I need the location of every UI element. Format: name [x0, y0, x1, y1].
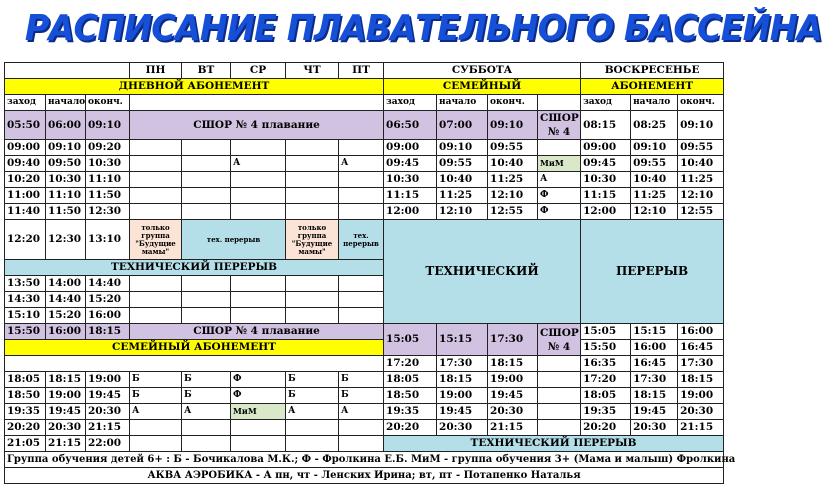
weekday-tech-break: ТЕХНИЧЕСКИЙ ПЕРЕРЫВ: [5, 260, 384, 276]
time-cell: 15:20: [86, 292, 130, 308]
time-cell: 10:30: [46, 172, 86, 188]
time-cell: 12:10: [678, 188, 724, 204]
time-cell: 10:20: [5, 172, 46, 188]
time-cell: 13:10: [86, 220, 130, 260]
time-cell: 15:15: [437, 324, 488, 356]
time-cell: 18:50: [384, 388, 437, 404]
time-cell: 11:25: [488, 172, 538, 188]
time-cell: 18:50: [5, 388, 46, 404]
time-cell: 18:05: [384, 372, 437, 388]
time-cell: 09:55: [678, 140, 724, 156]
time-cell: 06:00: [46, 111, 86, 140]
sunday-section-header: АБОНЕМЕНТ: [581, 79, 724, 95]
time-cell: 20:20: [384, 420, 437, 436]
col-header: заход: [384, 95, 437, 111]
table-row: [5, 340, 724, 356]
schedule-table: [4, 62, 736, 484]
group-mark: А: [339, 156, 384, 172]
sshor-block: СШОР № 4: [538, 111, 581, 140]
time-cell: 12:30: [86, 204, 130, 220]
time-cell: 21:15: [488, 420, 538, 436]
time-cell: 09:10: [631, 140, 678, 156]
group-mark: А: [286, 404, 339, 420]
time-cell: 09:10: [437, 140, 488, 156]
time-cell: 09:55: [631, 156, 678, 172]
group-mark: Б: [182, 372, 231, 388]
day-header: ПН: [130, 63, 182, 79]
group-mark: Б: [286, 388, 339, 404]
col-header: оконч.: [678, 95, 724, 111]
time-cell: 21:15: [86, 420, 130, 436]
group-mark: МиМ: [538, 156, 581, 172]
group-mark: А: [538, 172, 581, 188]
time-cell: 16:35: [581, 356, 631, 372]
time-cell: 12:10: [488, 188, 538, 204]
time-cell: 19:00: [488, 372, 538, 388]
time-cell: 09:10: [86, 111, 130, 140]
time-cell: 11:10: [86, 172, 130, 188]
time-cell: 18:15: [631, 388, 678, 404]
footer-aqua-aerobics: АКВА АЭРОБИКА - А пн, чт - Ленских Ирина; вт, пт - Потапенко Наталья: [5, 468, 724, 484]
time-cell: 09:45: [581, 156, 631, 172]
time-cell: 07:00: [437, 111, 488, 140]
time-cell: 08:15: [581, 111, 631, 140]
table-row: [5, 95, 724, 111]
time-cell: 10:40: [678, 156, 724, 172]
table-row: [5, 388, 724, 404]
time-cell: 16:00: [678, 324, 724, 340]
time-cell: 19:00: [86, 372, 130, 388]
time-cell: 11:25: [631, 188, 678, 204]
table-row: [5, 324, 724, 340]
col-header: оконч.: [86, 95, 130, 111]
time-cell: 15:50: [581, 340, 631, 356]
col-header: заход: [5, 95, 46, 111]
time-cell: 05:50: [5, 111, 46, 140]
time-cell: 20:30: [488, 404, 538, 420]
time-cell: 15:15: [631, 324, 678, 340]
time-cell: 18:15: [86, 324, 130, 340]
time-cell: 14:40: [86, 276, 130, 292]
time-cell: 11:10: [46, 188, 86, 204]
footer-groups: Группа обучения детей 6+ : Б - Бочикалова М.К.; Ф - Фролкина Е.Б. МиМ - группа обучения 3+ (Мама и малыш) Фролкина: [5, 452, 724, 468]
time-cell: 19:00: [678, 388, 724, 404]
time-cell: 12:00: [581, 204, 631, 220]
time-cell: 13:50: [5, 276, 46, 292]
group-mark: Б: [130, 372, 182, 388]
time-cell: 09:55: [488, 140, 538, 156]
time-cell: 12:10: [437, 204, 488, 220]
tech-break-small: тех. перерыв: [339, 220, 384, 260]
table-row: [5, 468, 724, 484]
time-cell: 12:30: [46, 220, 86, 260]
time-cell: 19:35: [581, 404, 631, 420]
family-section-header: СЕМЕЙНЫЙ АБОНЕМЕНТ: [5, 340, 384, 356]
time-cell: 19:35: [384, 404, 437, 420]
time-cell: 15:05: [384, 324, 437, 356]
time-cell: 10:40: [488, 156, 538, 172]
group-mark: Ф: [538, 188, 581, 204]
expectant-mothers-group: только группа "Будущие мамы": [286, 220, 339, 260]
weekday-section-header: ДНЕВНОЙ АБОНЕМЕНТ: [5, 79, 384, 95]
sshor-block: СШОР № 4: [538, 324, 581, 356]
time-cell: 20:30: [631, 420, 678, 436]
time-cell: 20:30: [86, 404, 130, 420]
group-mark: А: [182, 404, 231, 420]
table-row: [5, 220, 724, 260]
table-row: [5, 111, 724, 140]
time-cell: 14:30: [5, 292, 46, 308]
group-mark: Ф: [538, 204, 581, 220]
time-cell: 09:50: [46, 156, 86, 172]
group-mark: Б: [286, 372, 339, 388]
time-cell: 19:45: [631, 404, 678, 420]
group-mark: Б: [339, 372, 384, 388]
time-cell: 09:10: [678, 111, 724, 140]
group-mark: Ф: [231, 372, 286, 388]
time-cell: 18:15: [678, 372, 724, 388]
col-header: начало: [46, 95, 86, 111]
group-mark: А: [231, 156, 286, 172]
group-mark: А: [339, 404, 384, 420]
table-row: [5, 79, 724, 95]
time-cell: 11:50: [86, 188, 130, 204]
day-header: ПТ: [339, 63, 384, 79]
time-cell: 10:30: [384, 172, 437, 188]
time-cell: 11:25: [678, 172, 724, 188]
time-cell: 20:30: [437, 420, 488, 436]
sunday-technical-break: ПЕРЕРЫВ: [581, 220, 724, 324]
time-cell: 16:45: [631, 356, 678, 372]
time-cell: 19:45: [86, 388, 130, 404]
time-cell: 09:10: [488, 111, 538, 140]
time-cell: 10:40: [631, 172, 678, 188]
weekend-tech-break: ТЕХНИЧЕСКИЙ ПЕРЕРЫВ: [384, 436, 724, 452]
time-cell: 15:05: [581, 324, 631, 340]
table-row: [5, 156, 724, 172]
time-cell: 21:15: [678, 420, 724, 436]
sshor-block: СШОР № 4 плавание: [130, 324, 384, 340]
table-row: [5, 404, 724, 420]
time-cell: 09:00: [384, 140, 437, 156]
table-row: [5, 356, 724, 372]
time-cell: 18:05: [581, 388, 631, 404]
col-header: заход: [581, 95, 631, 111]
time-cell: 09:00: [581, 140, 631, 156]
time-cell: 19:00: [46, 388, 86, 404]
table-row: [5, 420, 724, 436]
time-cell: 21:05: [5, 436, 46, 452]
time-cell: 15:20: [46, 308, 86, 324]
group-mark: Б: [130, 388, 182, 404]
time-cell: 16:45: [678, 340, 724, 356]
day-header: ВТ: [182, 63, 231, 79]
time-cell: 11:15: [581, 188, 631, 204]
col-header: начало: [437, 95, 488, 111]
time-cell: 09:20: [86, 140, 130, 156]
time-cell: 15:10: [5, 308, 46, 324]
sunday-header: ВОСКРЕСЕНЬЕ: [581, 63, 724, 79]
time-cell: 15:50: [5, 324, 46, 340]
time-cell: 11:15: [384, 188, 437, 204]
time-cell: 11:25: [437, 188, 488, 204]
saturday-section-header: СЕМЕЙНЫЙ: [384, 79, 581, 95]
time-cell: 17:30: [678, 356, 724, 372]
group-mark: А: [130, 404, 182, 420]
time-cell: 11:50: [46, 204, 86, 220]
time-cell: 20:20: [581, 420, 631, 436]
time-cell: 18:15: [488, 356, 538, 372]
time-cell: 14:40: [46, 292, 86, 308]
time-cell: 18:15: [437, 372, 488, 388]
time-cell: 17:30: [488, 324, 538, 356]
time-cell: 21:15: [46, 436, 86, 452]
time-cell: 17:20: [384, 356, 437, 372]
time-cell: 19:00: [437, 388, 488, 404]
group-mark: Б: [182, 388, 231, 404]
time-cell: 11:00: [5, 188, 46, 204]
time-cell: 20:20: [5, 420, 46, 436]
page-title: РАСПИСАНИЕ ПЛАВАТЕЛЬНОГО БАССЕЙНА: [24, 8, 822, 49]
time-cell: 19:35: [5, 404, 46, 420]
table-row: [5, 452, 724, 468]
time-cell: 11:40: [5, 204, 46, 220]
time-cell: 12:55: [488, 204, 538, 220]
group-mark: МиМ: [231, 404, 286, 420]
time-cell: 18:15: [46, 372, 86, 388]
time-cell: 09:10: [46, 140, 86, 156]
time-cell: 19:45: [488, 388, 538, 404]
time-cell: 16:00: [631, 340, 678, 356]
group-mark: Б: [339, 388, 384, 404]
tech-break-small: тех. перерыв: [182, 220, 286, 260]
time-cell: 20:30: [46, 420, 86, 436]
table-row: [5, 188, 724, 204]
table-row: [5, 372, 724, 388]
table-row: [5, 172, 724, 188]
time-cell: 16:00: [86, 308, 130, 324]
time-cell: 14:00: [46, 276, 86, 292]
day-header: СР: [231, 63, 286, 79]
time-cell: 17:30: [437, 356, 488, 372]
day-header: ЧТ: [286, 63, 339, 79]
time-cell: 16:00: [46, 324, 86, 340]
time-cell: 12:55: [678, 204, 724, 220]
time-cell: 17:20: [581, 372, 631, 388]
time-cell: 09:45: [384, 156, 437, 172]
time-cell: 10:40: [437, 172, 488, 188]
saturday-header: СУББОТА: [384, 63, 581, 79]
time-cell: 08:25: [631, 111, 678, 140]
sshor-block: СШОР № 4 плавание: [130, 111, 384, 140]
table-row: [5, 140, 724, 156]
time-cell: 12:10: [631, 204, 678, 220]
table-row: [5, 436, 724, 452]
expectant-mothers-group: только группа "Будущие мамы": [130, 220, 182, 260]
time-cell: 17:30: [631, 372, 678, 388]
time-cell: 09:00: [5, 140, 46, 156]
time-cell: 20:30: [678, 404, 724, 420]
time-cell: 10:30: [86, 156, 130, 172]
time-cell: 19:45: [46, 404, 86, 420]
time-cell: 10:30: [581, 172, 631, 188]
time-cell: 12:00: [384, 204, 437, 220]
col-header: оконч.: [488, 95, 538, 111]
time-cell: 09:40: [5, 156, 46, 172]
time-cell: 18:05: [5, 372, 46, 388]
time-cell: 06:50: [384, 111, 437, 140]
table-row: [5, 63, 724, 79]
time-cell: 09:55: [437, 156, 488, 172]
group-mark: Ф: [231, 388, 286, 404]
time-cell: 12:20: [5, 220, 46, 260]
col-header: начало: [631, 95, 678, 111]
time-cell: 22:00: [86, 436, 130, 452]
saturday-technical-break: ТЕХНИЧЕСКИЙ: [384, 220, 581, 324]
time-cell: 19:45: [437, 404, 488, 420]
table-row: [5, 204, 724, 220]
